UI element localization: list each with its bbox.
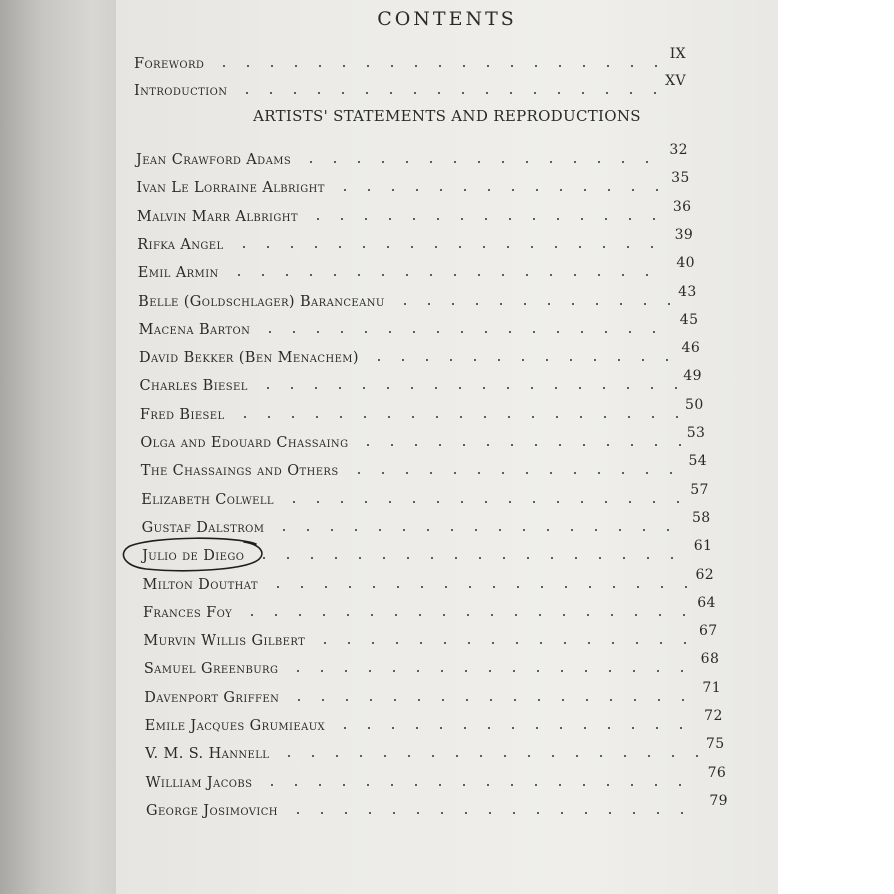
toc-entry xyxy=(141,481,709,508)
page-number: 72 xyxy=(704,708,723,724)
dot-leader xyxy=(393,303,672,305)
toc-entry xyxy=(142,594,716,621)
dot-leader xyxy=(212,65,663,67)
toc-entry xyxy=(137,255,695,282)
toc-entry xyxy=(138,311,699,338)
toc-entry xyxy=(143,623,718,650)
artist-name: David Bekker (Ben Menachem) xyxy=(139,350,359,367)
page-number: 71 xyxy=(702,679,722,696)
artist-name: Malvin Marr Albright xyxy=(136,208,298,225)
toc-entry-title: Introduction xyxy=(134,83,228,99)
dot-leader xyxy=(347,472,683,474)
page-number: 32 xyxy=(669,142,688,158)
artist-name: Olga and Edouard Chassaing xyxy=(140,435,349,451)
artist-name: Davenport Griffen xyxy=(144,689,280,706)
page-title: CONTENTS xyxy=(377,8,517,30)
dot-leader xyxy=(256,387,678,389)
toc-entry xyxy=(136,170,690,197)
toc-entry xyxy=(139,368,702,395)
toc-entry xyxy=(141,509,711,536)
dot-leader xyxy=(266,586,690,588)
toc-entry xyxy=(140,453,708,480)
toc-entry xyxy=(138,283,697,310)
page-number: 61 xyxy=(693,538,713,555)
page-number: 67 xyxy=(698,623,718,640)
toc-entry xyxy=(142,538,713,565)
dot-leader xyxy=(333,189,665,191)
toc-entry xyxy=(137,226,694,253)
dot-leader xyxy=(277,755,700,757)
dot-leader xyxy=(260,784,701,786)
dot-leader xyxy=(232,246,669,248)
toc-entry xyxy=(145,736,725,763)
toc-entry-title: Foreword xyxy=(134,56,205,72)
toc-entry xyxy=(145,764,727,791)
artist-name: Julio de Diego xyxy=(142,548,245,565)
artist-name: Ivan Le Lorraine Albright xyxy=(136,180,325,197)
artist-name: Macena Barton xyxy=(138,321,251,338)
artist-name: William Jacobs xyxy=(145,774,253,791)
page-number: 75 xyxy=(705,736,725,753)
dot-leader xyxy=(333,727,698,729)
artist-name: Belle (Goldschlager) Baranceanu xyxy=(138,293,385,310)
page-number: 35 xyxy=(671,170,690,187)
toc-entry-page: XV xyxy=(665,73,686,89)
toc-entry-introduction xyxy=(134,73,686,99)
toc-entry-foreword xyxy=(134,46,686,72)
page-number: 64 xyxy=(697,594,716,611)
artist-name: Emile Jacques Grumieaux xyxy=(144,718,326,734)
page-number: 54 xyxy=(688,453,708,470)
dot-leader xyxy=(306,218,667,220)
contents-page xyxy=(116,0,778,894)
dot-leader xyxy=(367,359,676,361)
artist-name: George Josimovich xyxy=(146,802,278,819)
artist-name: V. M. S. Hannell xyxy=(145,746,270,763)
background-right xyxy=(778,0,894,894)
toc-entry xyxy=(140,425,706,451)
artist-name: Jean Crawford Adams xyxy=(136,152,292,168)
dot-leader xyxy=(286,812,703,814)
dot-leader xyxy=(252,557,687,559)
page-number: 58 xyxy=(691,509,711,526)
toc-entry xyxy=(139,396,704,423)
page-number: 53 xyxy=(686,425,706,441)
page-number: 68 xyxy=(700,651,720,668)
toc-entry xyxy=(136,142,688,168)
artist-name: Frances Foy xyxy=(142,604,233,621)
toc-entry xyxy=(143,651,720,678)
artist-name: Rifka Angel xyxy=(137,236,224,253)
dot-leader xyxy=(287,699,696,701)
page-number: 79 xyxy=(709,792,728,809)
page-number: 46 xyxy=(681,340,701,357)
page-number: 45 xyxy=(679,311,699,328)
toc-entry xyxy=(144,679,722,706)
toc-entry xyxy=(144,708,723,734)
page-number: 49 xyxy=(683,368,702,385)
toc-entry-page: IX xyxy=(669,46,686,62)
dot-leader xyxy=(313,642,693,644)
toc-entry xyxy=(136,198,692,225)
artist-name: Gustaf Dalstrom xyxy=(141,519,265,536)
page-number: 40 xyxy=(676,255,695,272)
page-number: 36 xyxy=(672,198,692,215)
section-title: ARTISTS' STATEMENTS AND REPRODUCTIONS xyxy=(253,107,641,125)
dot-leader xyxy=(272,529,686,531)
artist-name: Samuel Greenburg xyxy=(143,661,279,678)
book-gutter-shadow xyxy=(0,0,116,894)
toc-entry xyxy=(146,792,728,819)
artist-name: Emil Armin xyxy=(137,265,219,282)
artist-name: Charles Biesel xyxy=(139,378,248,395)
page-number: 43 xyxy=(678,283,697,300)
page-number: 39 xyxy=(674,226,694,243)
toc-entry xyxy=(139,340,701,367)
artist-name: Fred Biesel xyxy=(139,406,225,423)
artist-name: Elizabeth Colwell xyxy=(141,491,274,508)
page-number: 76 xyxy=(707,764,727,781)
artist-name: The Chassaings and Others xyxy=(140,463,339,480)
artist-name: Murvin Willis Gilbert xyxy=(143,633,306,650)
dot-leader xyxy=(286,670,694,672)
dot-leader xyxy=(299,161,663,163)
dot-leader xyxy=(282,501,684,503)
dot-leader xyxy=(240,614,691,616)
artist-name: Milton Douthat xyxy=(142,576,258,593)
page-number: 62 xyxy=(695,566,715,583)
dot-leader xyxy=(235,92,659,94)
dot-leader xyxy=(356,444,680,446)
dot-leader xyxy=(227,274,671,276)
toc-entry xyxy=(142,566,715,593)
dot-leader xyxy=(258,331,674,333)
page-number: 50 xyxy=(685,396,704,413)
page-number: 57 xyxy=(690,481,709,498)
dot-leader xyxy=(233,416,679,418)
